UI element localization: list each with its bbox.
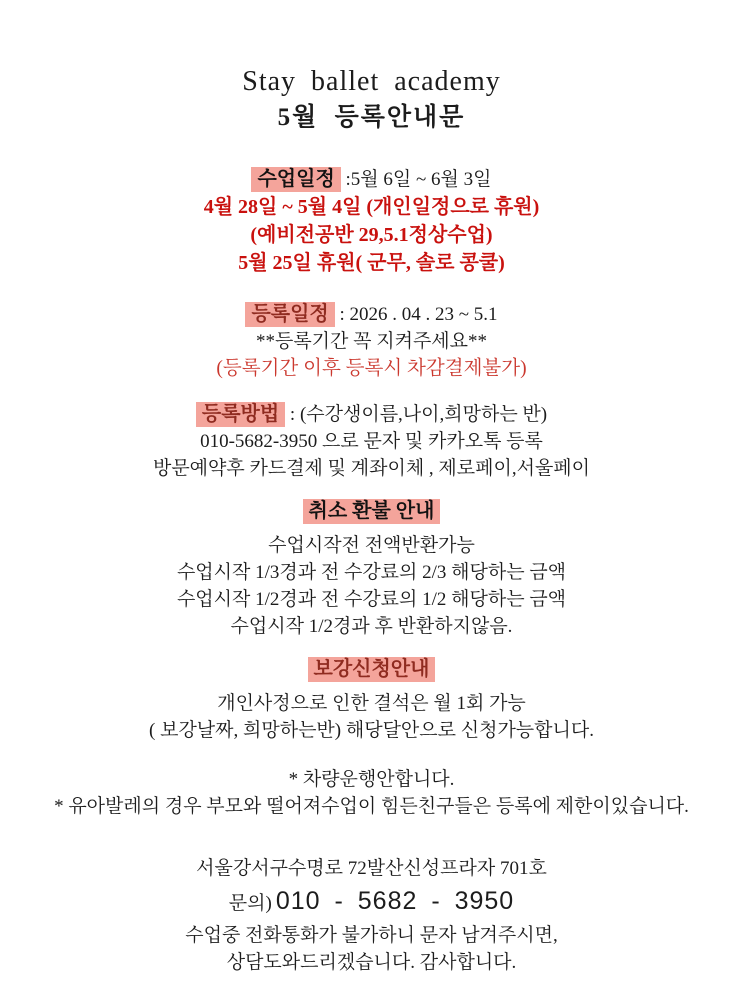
notice-title: 5월 등록안내문: [277, 104, 466, 131]
address-line: 서울강서구수명로 72발산신성프라자 701호: [196, 858, 547, 879]
academy-title: Stay ballet academy: [242, 66, 501, 97]
class-schedule-header-row: [0, 166, 743, 193]
makeup-request-line: ( 보강날짜, 희망하는반) 해당달안으로 신청가능합니다.: [149, 720, 594, 741]
section-registration-method: [0, 401, 743, 482]
class-schedule-dates: :5월 6일 ~ 6월 3일: [345, 169, 492, 190]
section-notes: [0, 766, 743, 820]
registration-contact-line: 010-5682-3950 으로 문자 및 카카오톡 등록: [200, 431, 543, 452]
note-toddler-ballet: * 유아발레의 경우 부모와 떨어져수업이 힘든친구들은 등록에 제한이있습니다.: [54, 796, 689, 817]
registration-method-label: 등록방법: [196, 402, 285, 427]
footer-thanks-line: 상담도와드리겠습니다. 감사합니다.: [226, 952, 517, 973]
registration-method-header-row: [0, 401, 743, 428]
contact-label: 문의): [228, 893, 272, 914]
footer-text-line: 수업중 전화통화가 불가하니 문자 남겨주시면,: [185, 925, 558, 946]
registration-reminder: **등록기간 꼭 지켜주세요**: [255, 331, 488, 352]
makeup-header-row: [0, 654, 743, 686]
phone-number: 010 - 5682 - 3950: [275, 887, 515, 915]
makeup-header: 보강신청안내: [308, 657, 436, 682]
refund-rule-none: 수업시작 1/2경과 후 반환하지않음.: [230, 616, 513, 637]
class-schedule-label: 수업일정: [251, 167, 340, 192]
section-footer: [0, 855, 743, 976]
registration-payment-line: 방문예약후 카드결제 및 계좌이체 , 제로페이,서울페이: [152, 458, 591, 479]
section-class-schedule: [0, 166, 743, 277]
refund-rule-full: 수업시작전 전액반환가능: [268, 535, 475, 556]
closure-period-line: 4월 28일 ~ 5월 4일 (개인일정으로 휴원): [203, 196, 540, 218]
refund-header-row: [0, 496, 743, 528]
pre-major-class-line: (예비전공반 29,5.1정상수업): [250, 224, 493, 246]
refund-rule-half: 수업시작 1/2경과 전 수강료의 1/2 해당하는 금액: [176, 589, 567, 610]
refund-rule-two-thirds: 수업시작 1/3경과 전 수강료의 2/3 해당하는 금액: [176, 562, 567, 583]
registration-method-info: : (수강생이름,나이,희망하는 반): [289, 404, 548, 425]
section-refund-policy: [0, 496, 743, 640]
may25-closure-line: 5월 25일 휴원( 군무, 솔로 콩쿨): [238, 252, 505, 274]
section-makeup-request: [0, 654, 743, 744]
refund-header: 취소 환불 안내: [303, 499, 441, 524]
makeup-rule-line: 개인사정으로 인한 결석은 월 1회 가능: [217, 693, 526, 714]
contact-row: [0, 884, 743, 922]
registration-warning: (등록기간 이후 등록시 차감결제불가): [216, 358, 527, 379]
registration-schedule-label: 등록일정: [245, 302, 334, 327]
registration-period: : 2026 . 04 . 23 ~ 5.1: [339, 304, 498, 325]
registration-schedule-header-row: [0, 301, 743, 328]
note-no-shuttle: * 차량운행안합니다.: [288, 769, 455, 790]
section-registration-schedule: [0, 301, 743, 383]
